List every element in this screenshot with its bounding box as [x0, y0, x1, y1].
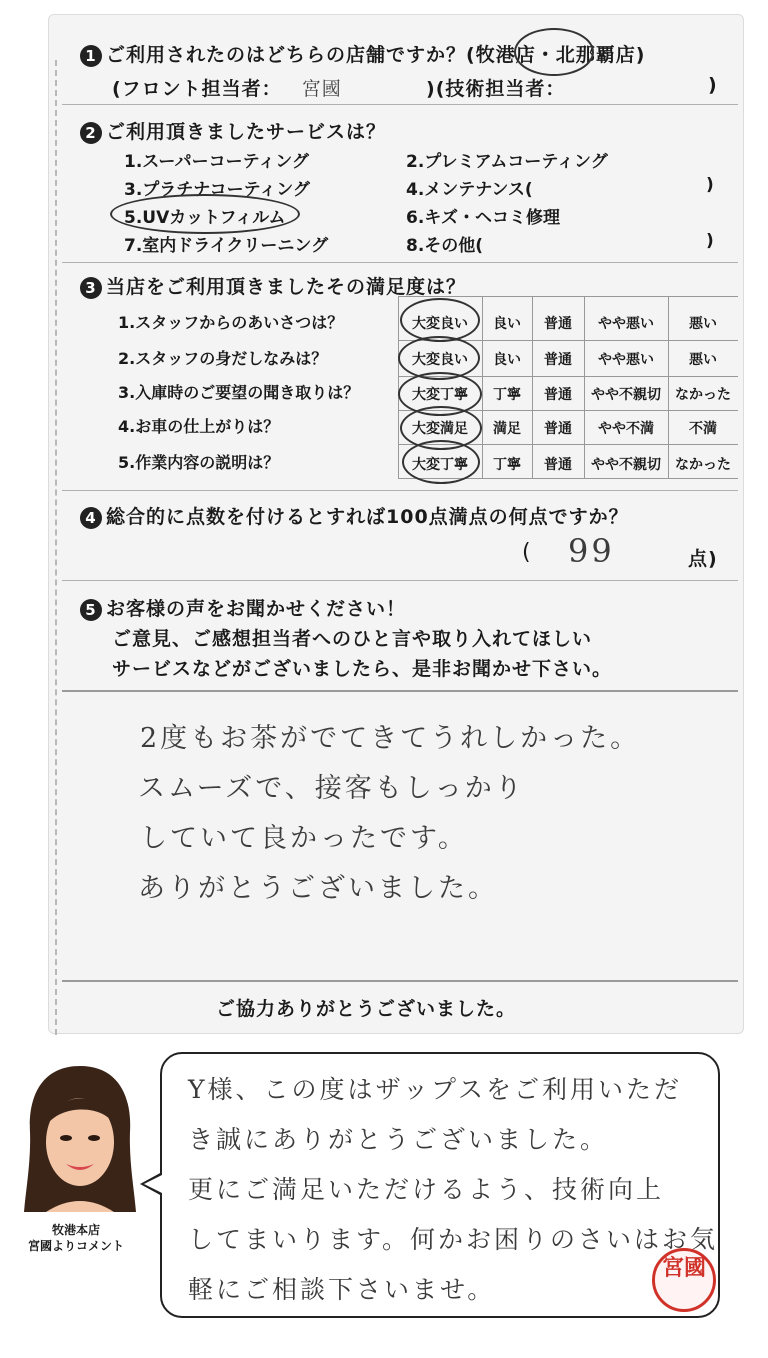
perforation-line [55, 60, 57, 1035]
divider [62, 262, 738, 263]
divider [62, 104, 738, 105]
question-2 [80, 117, 386, 144]
rating-option: 大変満足 [412, 421, 468, 437]
satisfaction-question: 2.スタッフの身だしなみは？ [118, 349, 328, 368]
rating-option: 不満 [689, 421, 717, 437]
question-number: 4 [80, 507, 102, 529]
selection-circle [110, 194, 300, 234]
question-5-line-3: サービスなどがございましたら、是非お聞かせ下さい。 [112, 658, 613, 680]
service-option: 8.その他( [406, 236, 484, 256]
staff-store-label: 牧港本店 [51, 1223, 100, 1237]
rating-option: やや不親切 [591, 387, 661, 403]
rating-option: 大変良い [412, 316, 468, 332]
rating-option: 良い [493, 352, 521, 368]
rating-option: なかった [675, 457, 731, 473]
rating-option: やや悪い [598, 352, 654, 368]
staff-reply-line: してまいります。何かお困りのさいはお気 [188, 1225, 719, 1254]
service-option: 4.メンテナンス( [406, 180, 533, 200]
satisfaction-question: 1.スタッフからのあいさつは？ [118, 313, 344, 332]
rating-option: 普通 [544, 352, 572, 368]
staff-reply-line: 更にご満足いただけるよう、技術向上 [188, 1175, 665, 1204]
selection-circle [402, 440, 480, 484]
divider [62, 490, 738, 491]
selection-circle [514, 28, 594, 76]
question-1: 1 ご利用されたのはどちらの店舗ですか？(牧港店・北那覇店) [80, 40, 645, 67]
rating-option: やや不満 [598, 421, 654, 437]
rating-option: 丁寧 [493, 387, 521, 403]
front-staff-value: 宮國 [301, 78, 342, 100]
score-value: 99 [568, 532, 615, 570]
rating-option: 大変良い [412, 352, 468, 368]
staff-reply-line: 軽にご相談下さいませ。 [188, 1275, 496, 1304]
store-option-makiminato: 牧港店 [475, 44, 536, 66]
customer-comment-line: ありがとうございました。 [138, 873, 498, 904]
service-option: 5.UVカットフィルム [124, 208, 286, 228]
divider [62, 980, 738, 982]
satisfaction-question: 4.お車の仕上がりは？ [118, 417, 280, 436]
rating-option: 普通 [544, 387, 572, 403]
question-5-line-2: ご意見、ご感想担当者へのひと言や取り入れてほしい [112, 628, 593, 650]
staff-comment-label: 宮國よりコメント [27, 1239, 124, 1253]
divider [62, 690, 738, 692]
rating-option: 大変丁寧 [412, 457, 468, 473]
service-option: 6.キズ・ヘコミ修理 [406, 208, 560, 228]
divider [62, 580, 738, 581]
question-5 [80, 594, 406, 621]
thanks-message: ご協力ありがとうございました。 [216, 998, 517, 1020]
customer-comment-line: していて良かったです。 [140, 823, 468, 854]
staff-reply-line: Y様、この度はザップスをご利用いただ [188, 1075, 683, 1104]
question-number: 5 [80, 599, 102, 621]
rating-option: 満足 [493, 421, 521, 437]
rating-option: なかった [675, 387, 731, 403]
staff-line [112, 74, 342, 101]
rating-option: 悪い [689, 352, 717, 368]
satisfaction-question: 5.作業内容の説明は？ [118, 453, 280, 472]
rating-option: やや悪い [598, 316, 654, 332]
name-stamp: 宮國 [652, 1248, 716, 1312]
rating-option: 良い [493, 316, 521, 332]
score-unit: 点) [688, 548, 718, 570]
rating-option: 大変丁寧 [412, 387, 468, 403]
service-option: 3.プラチナコーティング [124, 180, 310, 200]
question-3 [80, 272, 466, 299]
question-text: 当店をご利用頂きましたその満足度は？ [106, 276, 467, 298]
store-option-kitanaha: 北那覇店 [555, 44, 636, 66]
customer-comment-line: スムーズで、接客もしっかり [138, 773, 525, 804]
tech-staff-label: (技術担当者： [435, 78, 566, 100]
question-number: 1 [80, 45, 102, 67]
question-text: ご利用頂きましたサービスは？ [106, 121, 387, 143]
question-text: 総合的に点数を付けるとすれば100点満点の何点ですか？ [106, 506, 629, 528]
question-text: お客様の声をお聞かせください！ [106, 598, 407, 620]
rating-option: やや不親切 [591, 457, 661, 473]
front-staff-label: (フロント担当者： [112, 78, 282, 100]
service-option: 7.室内ドライクリーニング [124, 236, 329, 256]
question-number: 3 [80, 277, 102, 299]
rating-option: 悪い [689, 316, 717, 332]
rating-option: 普通 [544, 457, 572, 473]
service-option: 2.プレミアムコーティング [406, 152, 608, 172]
question-text: ご利用されたのはどちらの店舗ですか？( [106, 44, 476, 66]
question-number: 2 [80, 122, 102, 144]
staff-reply-line: き誠にありがとうございました。 [188, 1125, 609, 1154]
tech-staff-line: )(技術担当者： [426, 78, 566, 100]
question-4 [80, 502, 629, 529]
rating-option: 丁寧 [493, 457, 521, 473]
rating-option: 普通 [544, 421, 572, 437]
rating-option: 普通 [544, 316, 572, 332]
satisfaction-question: 3.入庫時のご要望の聞き取りは？ [118, 383, 360, 402]
customer-comment-line: 2度もお茶がでてきてうれしかった。 [140, 723, 641, 754]
service-option: 1.スーパーコーティング [124, 152, 309, 172]
